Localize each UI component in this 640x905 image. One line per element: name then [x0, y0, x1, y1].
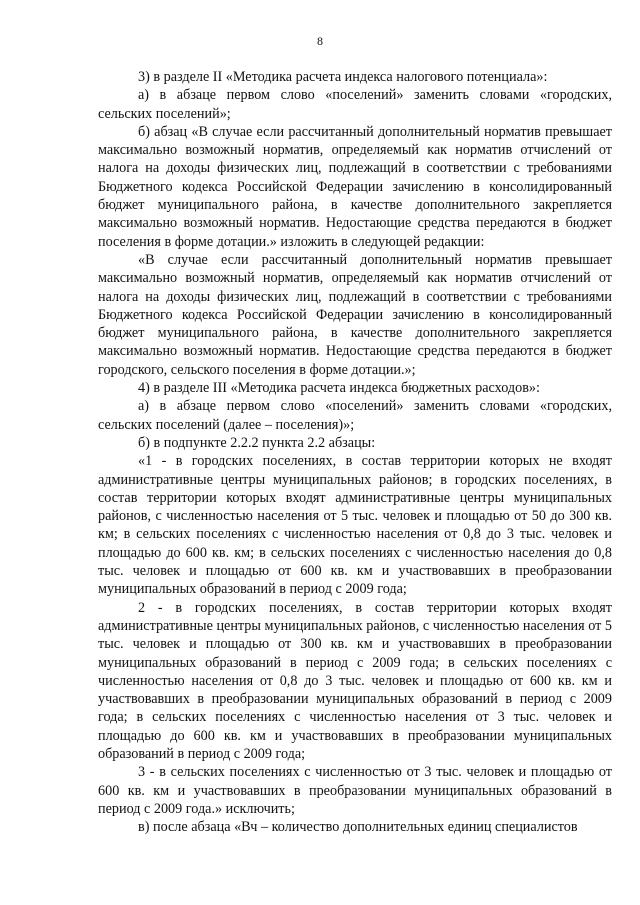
- paragraph: а) в абзаце первом слово «поселений» заменить словами «городских, сельских поселений»;: [98, 87, 612, 122]
- paragraph: «1 - в городских поселениях, в состав территории которых не входят административные центры муниципальных районов; в городских поселениях, в состав территории которых входят административные центры муниципальных районов, с численностью населения от 5 тыс. человек и площадью от 50 до 300 кв. км; в сельских поселениях с численностью населения от 0,8 до 3 тыс. человек и площадью до 600 кв. км; в сельских поселениях с численностью населения до 0,8 тыс. человек и площадью от 600 кв. км и участвовавших в преобразовании муниципальных образований в период с 2009 года;: [98, 453, 612, 598]
- paragraph: б) абзац «В случае если рассчитанный дополнительный норматив превышает максимально возможный норматив, определяемый как норматив отчислений от налога на доходы физических лиц, подлежащий в соответствии с требованиями Бюджетного кодекса Российской Федерации зачислению в консолидированный бюджет муниципального района, в качестве дополнительного закрепляется максимально возможный норматив. Недостающие средства передаются в бюджет поселения в форме дотации.» изложить в следующей редакции:: [98, 123, 612, 250]
- paragraph: 4) в разделе III «Методика расчета индекса бюджетных расходов»:: [138, 380, 540, 397]
- paragraph: б) в подпункте 2.2.2 пункта 2.2 абзацы:: [138, 434, 376, 451]
- paragraph: 2 - в городских поселениях, в состав территории которых входят административные центры муниципальных районов, с численностью населения от 5 тыс. человек и площадью от 300 кв. км и участвовавших в преобразовании муниципальных образований в период с 2009 года; в сельских поселениях с численностью населения от 0,8 до 3 тыс. человек и площадью от 600 кв. км и участвовавших в преобразовании муниципальных образований в период с 2009 года; в сельских поселениях с численностью населения от 3 тыс. человек и площадью до 600 кв. км и участвовавших в преобразовании муниципальных образований в период с 2009 года;: [98, 599, 612, 762]
- document-body: [98, 68, 612, 836]
- paragraph: 3 - в сельских поселениях с численностью от 3 тыс. человек и площадью от 600 кв. км и участвовавших в преобразовании муниципальных образований в период с 2009 года.» исключить;: [98, 764, 612, 817]
- paragraph: в) после абзаца «Вч – количество дополнительных единиц специалистов: [138, 819, 578, 836]
- paragraph: «В случае если рассчитанный дополнительный норматив превышает максимально возможный норматив, определяемый как норматив отчислений от налога на доходы физических лиц, подлежащий в соответствии с требованиями Бюджетного кодекса Российской Федерации зачислению в консолидированный бюджет муниципального района, в качестве дополнительного закрепляется максимально возможный норматив. Недостающие средства передаются в бюджет городского, сельского поселения в форме дотации.»;: [98, 251, 612, 378]
- paragraph: а) в абзаце первом слово «поселений» заменить словами «городских, сельских поселений (далее – поселения)»;: [98, 398, 612, 433]
- paragraph: 3) в разделе II «Методика расчета индекса налогового потенциала»:: [138, 69, 548, 85]
- page-number: 8: [317, 34, 323, 48]
